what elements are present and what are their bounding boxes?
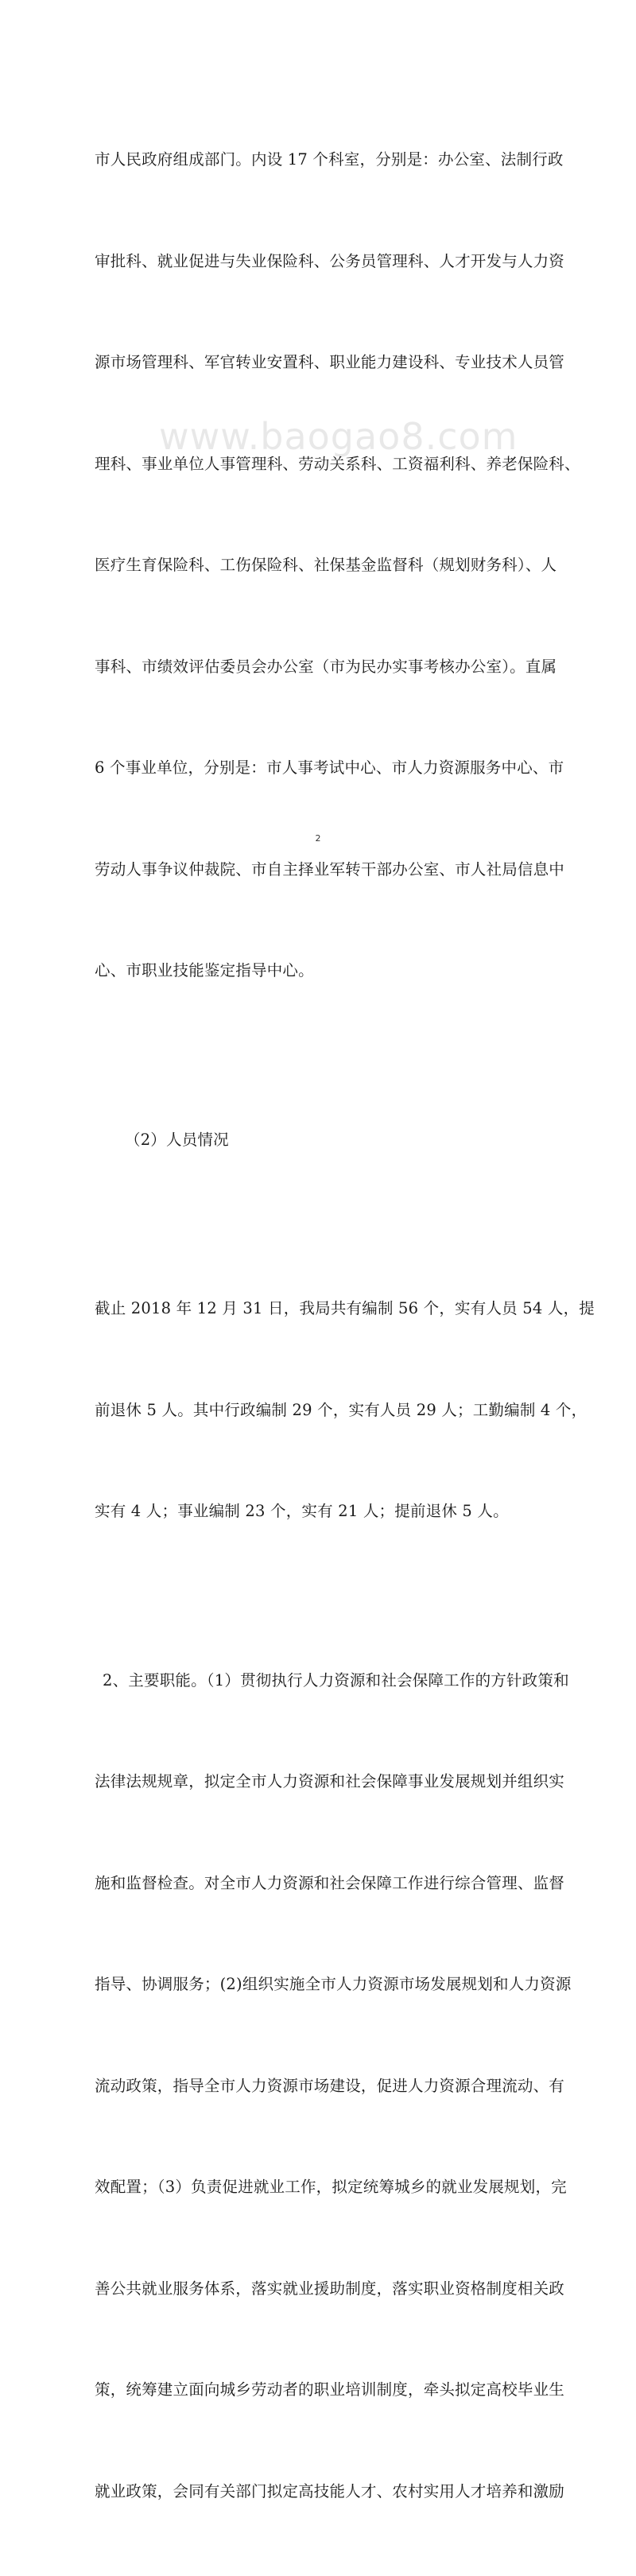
paragraph-staffing	[95, 1224, 546, 1596]
document-page	[0, 0, 636, 900]
subheading-text: （2）人员情况	[95, 1123, 546, 1158]
text-line: 市人民政府组成部门。内设 17 个科室，分别是：办公室、法制行政	[95, 143, 546, 177]
page-number: 2	[310, 833, 326, 844]
watermark: www.baogao8.com	[159, 415, 477, 458]
text-line: 事科、市绩效评估委员会办公室（市为民办实事考核办公室）。直属	[95, 650, 546, 685]
text-line: 医疗生育保险科、工伤保险科、社保基金监督科（规划财务科）、人	[95, 549, 546, 583]
text-line: 2、主要职能。（1）贯彻执行人力资源和社会保障工作的方针政策和	[95, 1664, 546, 1698]
text-line: 就业政策，会同有关部门拟定高技能人才、农村实用人才培养和激励	[95, 2475, 546, 2509]
text-line: 流动政策，指导全市人力资源市场建设，促进人力资源合理流动、有	[95, 2070, 546, 2104]
text-line: 策，统筹建立面向城乡劳动者的职业培训制度，牵头拟定高校毕业生	[95, 2373, 546, 2407]
text-line: 施和监督检查。对全市人力资源和社会保障工作进行综合管理、监督	[95, 1867, 546, 1901]
text-line: 6 个事业单位，分别是：市人事考试中心、市人力资源服务中心、市	[95, 751, 546, 786]
section-subheading	[95, 1056, 546, 1225]
text-line: 法律法规规章，拟定全市人力资源和社会保障事业发展规划并组织实	[95, 1765, 546, 1799]
text-line: 效配置；（3）负责促进就业工作，拟定统筹城乡的就业发展规划，完	[95, 2171, 546, 2205]
text-line: 指导、协调服务；(2)组织实施全市人力资源市场发展规划和人力资源	[95, 1968, 546, 2002]
paragraph-departments	[95, 76, 546, 1056]
paragraph-functions	[95, 1596, 546, 2576]
text-line: 源市场管理科、军官转业安置科、职业能力建设科、专业技术人员管	[95, 346, 546, 380]
text-line: 前退休 5 人。其中行政编制 29 个，实有人员 29 人；工勤编制 4 个，	[95, 1394, 546, 1428]
text-line: 心、市职业技能鉴定指导中心。	[95, 954, 546, 988]
document-body	[95, 76, 546, 2576]
text-line: 理科、事业单位人事管理科、劳动关系科、工资福利科、养老保险科、	[95, 448, 546, 482]
text-line: 审批科、就业促进与失业保险科、公务员管理科、人才开发与人力资	[95, 245, 546, 279]
text-line: 善公共就业服务体系，落实就业援助制度，落实职业资格制度相关政	[95, 2272, 546, 2306]
text-line: 截止 2018 年 12 月 31 日，我局共有编制 56 个，实有人员 54 人，提	[95, 1292, 546, 1326]
text-line: 实有 4 人；事业编制 23 个，实有 21 人；提前退休 5 人。	[95, 1495, 546, 1529]
text-line: 劳动人事争议仲裁院、市自主择业军转干部办公室、市人社局信息中	[95, 853, 546, 887]
